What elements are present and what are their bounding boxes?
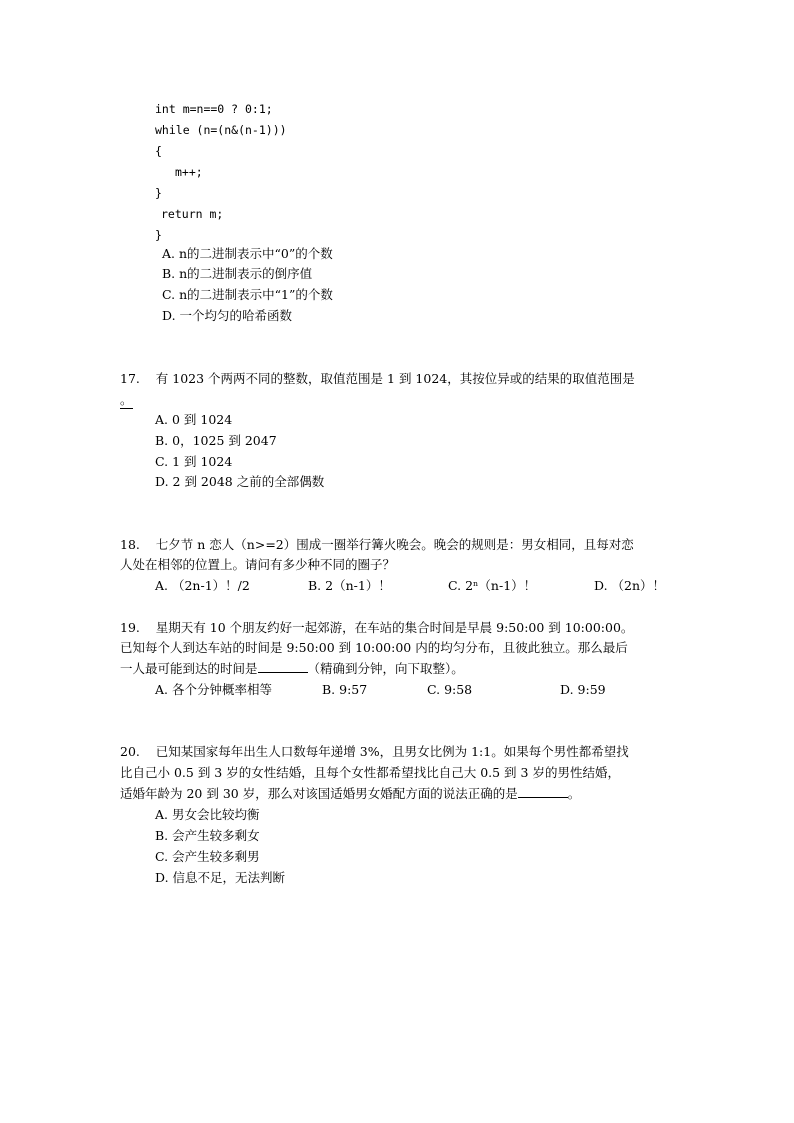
- question-17-blank: 。: [120, 392, 133, 407]
- option-c: C. 1 到 1024: [155, 454, 233, 469]
- option-d: D. 9:59: [560, 682, 606, 697]
- option-a: A. 0 到 1024: [155, 412, 233, 427]
- question-17-text: 17. 有 1023 个两两不同的整数，取值范围是 1 到 1024，其按位异或的结果的取值范围是: [120, 371, 635, 386]
- question-18-text: 18. 七夕节 n 恋人（n>=2）围成一圈举行篝火晚会。晚会的规则是：男女相同，且每对恋: [120, 537, 634, 552]
- code-line: {: [155, 144, 162, 158]
- option-b: B. 会产生较多剩女: [155, 828, 260, 843]
- question-18-text-2: 人处在相邻的位置上。请问有多少种不同的圈子？: [120, 557, 396, 572]
- question-20-text-3: 适婚年龄为 20 到 30 岁，那么对该国适婚男女婚配方面的说法正确的是 。: [120, 786, 581, 801]
- option-d: D. 2 到 2048 之前的全部偶数: [155, 474, 325, 489]
- question-19-text: 19. 星期天有 10 个朋友约好一起郊游，在车站的集合时间是早晨 9:50:00 到 10:00:00。: [120, 620, 634, 635]
- question-20-text-2: 比自己小 0.5 到 3 岁的女性结婚，且每个女性都希望找比自己大 0.5 到 3 岁的男性结婚，: [120, 765, 620, 780]
- answer-blank: [518, 797, 568, 798]
- question-number: 17.: [120, 371, 140, 386]
- option-b: B. n的二进制表示的倒序值: [162, 266, 313, 281]
- option-d: D. （2n）！: [594, 578, 666, 593]
- question-number: 18.: [120, 537, 140, 552]
- question-number: 19.: [120, 620, 140, 635]
- option-b: B. 9:57: [322, 682, 368, 697]
- question-19-text-2: 已知每个人到达车站的时间是 9:50:00 到 10:00:00 内的均匀分布，且彼此独立。那么最后: [120, 640, 628, 655]
- answer-blank: [258, 672, 308, 673]
- question-20-text: 20. 已知某国家每年出生人口数每年递增 3%，且男女比例为 1:1。如果每个男性都希望找: [120, 744, 629, 759]
- option-a: A. 男女会比较均衡: [155, 807, 260, 822]
- option-a: A. 各个分钟概率相等: [155, 682, 272, 697]
- option-d: D. 信息不足，无法判断: [155, 870, 286, 885]
- option-b: B. 2（n-1）！: [308, 578, 391, 593]
- option-a: A. （2n-1）！/2: [155, 578, 250, 593]
- code-line: m++;: [175, 165, 203, 179]
- option-c: C. 9:58: [427, 682, 473, 697]
- question-number: 20.: [120, 744, 140, 759]
- option-b: B. 0，1025 到 2047: [155, 433, 277, 448]
- code-line: }: [155, 186, 162, 200]
- option-c: C. 会产生较多剩男: [155, 849, 260, 864]
- code-line: return m;: [161, 207, 224, 221]
- question-19-text-3: 一人最可能到达的时间是 （精确到分钟，向下取整）。: [120, 661, 464, 676]
- code-line: while (n=(n&(n-1))): [155, 123, 287, 137]
- option-d: D. 一个均匀的哈希函数: [162, 308, 293, 323]
- code-line: }: [155, 228, 162, 242]
- option-c: C. n的二进制表示中“1”的个数: [162, 287, 333, 302]
- option-c: C. 2ⁿ（n-1）！: [448, 578, 537, 593]
- option-a: A. n的二进制表示中“0”的个数: [162, 246, 333, 261]
- code-line: int m=n==0 ? 0:1;: [155, 102, 273, 116]
